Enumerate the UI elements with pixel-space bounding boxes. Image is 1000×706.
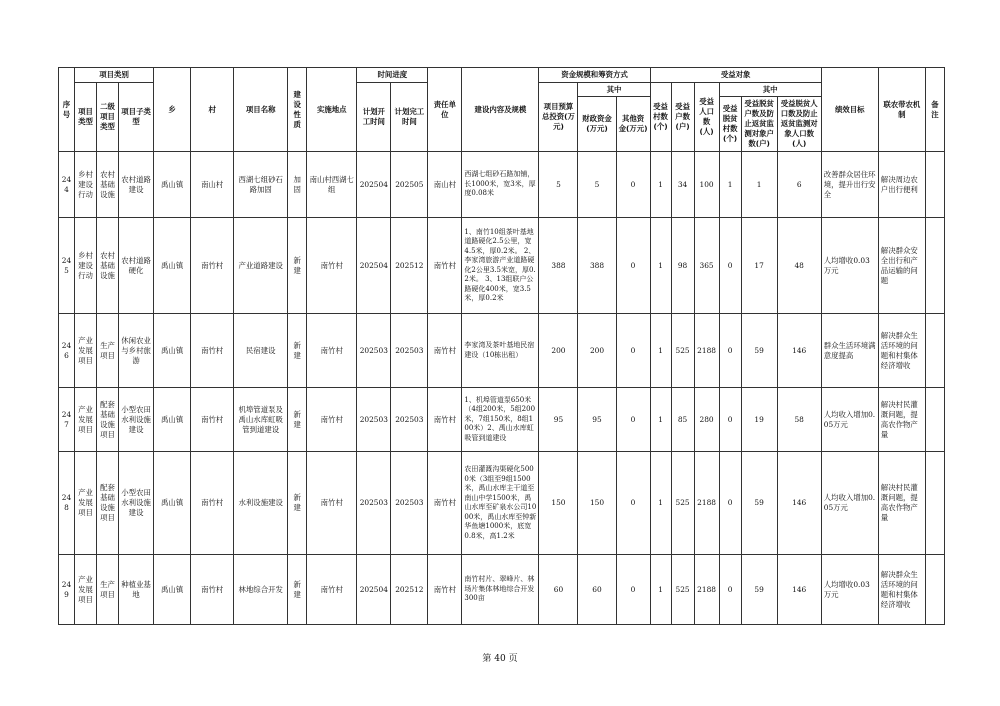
cell-households: 34	[671, 152, 694, 218]
cell-households: 98	[671, 218, 694, 314]
cell-sub-type: 小型农田水利设施建设	[119, 452, 154, 555]
header-unit: 责任单位	[428, 68, 462, 152]
cell-poor-villages: 0	[719, 218, 741, 314]
header-population: 受益人口数(人)	[694, 83, 719, 152]
cell-population: 365	[694, 218, 719, 314]
cell-end: 202505	[391, 152, 428, 218]
header-seq: 序号	[59, 68, 75, 152]
cell-population: 2188	[694, 314, 719, 388]
cell-villages: 1	[650, 452, 671, 555]
page-number: 第 40 页	[482, 654, 518, 664]
cell-other: 0	[616, 388, 650, 452]
cell-seq: 247	[59, 388, 75, 452]
cell-sub-type: 小型农田水利设施建设	[119, 388, 154, 452]
cell-mechanism: 解决村民灌溉问题，提高农作物产量	[878, 452, 925, 555]
cell-other: 0	[616, 152, 650, 218]
cell-budget: 200	[539, 314, 578, 388]
header-town: 乡	[154, 68, 191, 152]
cell-other: 0	[616, 314, 650, 388]
cell-start: 202503	[357, 388, 391, 452]
cell-town: 禹山镇	[154, 555, 191, 625]
cell-unit: 南竹村	[428, 218, 462, 314]
cell-other: 0	[616, 218, 650, 314]
cell-start: 202503	[357, 314, 391, 388]
cell-sub-type: 农村道路硬化	[119, 218, 154, 314]
cell-end: 202503	[391, 388, 428, 452]
header-fund-group: 资金规模和筹资方式	[539, 68, 650, 83]
cell-location: 南竹村	[307, 555, 357, 625]
cell-end: 202503	[391, 452, 428, 555]
header-content: 建设内容及规模	[462, 68, 539, 152]
cell-poor-population: 58	[777, 388, 821, 452]
cell-seq: 245	[59, 218, 75, 314]
cell-seq: 249	[59, 555, 75, 625]
cell-unit: 南竹村	[428, 452, 462, 555]
cell-project-type: 产业发展项目	[75, 452, 97, 555]
cell-end: 202512	[391, 555, 428, 625]
header-households: 受益户数(户)	[671, 83, 694, 152]
header-sub-type: 项目子类型	[119, 83, 154, 152]
header-benefit-group: 受益对象	[650, 68, 821, 83]
cell-poor-households: 1	[741, 152, 777, 218]
cell-content: 李家湾及茶叶基地民宿建设（10栋出租）	[462, 314, 539, 388]
cell-seq: 248	[59, 452, 75, 555]
header-location: 实施地点	[307, 68, 357, 152]
table-row	[59, 452, 945, 555]
cell-households: 525	[671, 314, 694, 388]
cell-poor-villages: 0	[719, 555, 741, 625]
cell-end: 202503	[391, 314, 428, 388]
cell-remark	[925, 152, 944, 218]
cell-name: 民宿建设	[234, 314, 288, 388]
cell-nature: 新建	[288, 555, 307, 625]
cell-population: 2188	[694, 452, 719, 555]
table-row	[59, 555, 945, 625]
cell-poor-households: 17	[741, 218, 777, 314]
cell-name: 水利设施建设	[234, 452, 288, 555]
header-fiscal: 财政资金(万元)	[578, 97, 616, 152]
header-village: 村	[191, 68, 234, 152]
cell-budget: 60	[539, 555, 578, 625]
cell-other: 0	[616, 452, 650, 555]
cell-town: 禹山镇	[154, 388, 191, 452]
cell-sub-type: 种植业基地	[119, 555, 154, 625]
header-category-group: 项目类别	[75, 68, 154, 83]
cell-content: 1、南竹10组茶叶基地道路硬化2.5公里，宽4.5米，厚0.2米。 2、李家湾旅游产业道路硬化2公里3.5米宽，厚0.2米。 3、13组联户公路硬化400米，宽3.5米，厚0.2米	[462, 218, 539, 314]
cell-goal: 人均收入增加0.05万元	[821, 388, 878, 452]
cell-project-type: 乡村建设行动	[75, 218, 97, 314]
cell-nature: 新建	[288, 388, 307, 452]
cell-poor-villages: 0	[719, 388, 741, 452]
cell-seq: 246	[59, 314, 75, 388]
cell-town: 禹山镇	[154, 218, 191, 314]
cell-village: 南竹村	[191, 388, 234, 452]
cell-location: 南竹村	[307, 452, 357, 555]
cell-unit: 南竹村	[428, 314, 462, 388]
cell-unit: 南竹村	[428, 388, 462, 452]
header-project-type: 项目类型	[75, 83, 97, 152]
cell-poor-villages: 1	[719, 152, 741, 218]
cell-project-type: 产业发展项目	[75, 388, 97, 452]
cell-goal: 人均增收0.03万元	[821, 555, 878, 625]
cell-second-type: 生产项目	[97, 555, 119, 625]
table-row	[59, 218, 945, 314]
cell-start: 202504	[357, 152, 391, 218]
header-remark: 备注	[925, 68, 944, 152]
cell-project-type: 产业发展项目	[75, 555, 97, 625]
cell-start: 202503	[357, 452, 391, 555]
cell-remark	[925, 218, 944, 314]
cell-other: 0	[616, 555, 650, 625]
cell-nature: 新建	[288, 218, 307, 314]
cell-fiscal: 5	[578, 152, 616, 218]
header-mechanism: 联农带农机制	[878, 68, 925, 152]
cell-households: 525	[671, 555, 694, 625]
cell-poor-households: 59	[741, 314, 777, 388]
cell-remark	[925, 388, 944, 452]
cell-mechanism: 解决群众生活环境的问题和村集体经济增收	[878, 555, 925, 625]
cell-name: 产业道路建设	[234, 218, 288, 314]
cell-poor-villages: 0	[719, 452, 741, 555]
header-poor-population: 受益脱贫人口数及防止返贫监测对象人口数(人)	[777, 97, 821, 152]
cell-poor-population: 146	[777, 555, 821, 625]
cell-villages: 1	[650, 152, 671, 218]
cell-second-type: 配套基础设施项目	[97, 452, 119, 555]
cell-end: 202512	[391, 218, 428, 314]
cell-fiscal: 95	[578, 388, 616, 452]
cell-population: 280	[694, 388, 719, 452]
cell-mechanism: 解决群众生活环境的问题和村集体经济增收	[878, 314, 925, 388]
cell-content: 南竹村片、翠峰片、林场片集体林地综合开发300亩	[462, 555, 539, 625]
cell-name: 林地综合开发	[234, 555, 288, 625]
cell-project-type: 乡村建设行动	[75, 152, 97, 218]
cell-villages: 1	[650, 555, 671, 625]
cell-sub-type: 休闲农业与乡村旅游	[119, 314, 154, 388]
cell-second-type: 农村基础设施	[97, 152, 119, 218]
cell-seq: 244	[59, 152, 75, 218]
cell-population: 100	[694, 152, 719, 218]
cell-mechanism: 解决群众安全出行和产品运输的问题	[878, 218, 925, 314]
cell-unit: 南竹村	[428, 555, 462, 625]
table-row	[59, 314, 945, 388]
cell-goal: 人均收入增加0.05万元	[821, 452, 878, 555]
cell-second-type: 配套基础设施项目	[97, 388, 119, 452]
cell-poor-households: 59	[741, 452, 777, 555]
cell-poor-population: 146	[777, 314, 821, 388]
cell-remark	[925, 314, 944, 388]
cell-start: 202504	[357, 218, 391, 314]
cell-sub-type: 农村道路建设	[119, 152, 154, 218]
header-second-type: 二级项目类型	[97, 83, 119, 152]
cell-nature: 新建	[288, 452, 307, 555]
cell-fiscal: 388	[578, 218, 616, 314]
cell-content: 西湖七组砂石路加铺，长1000米，宽3米，厚度0.08米	[462, 152, 539, 218]
cell-poor-population: 146	[777, 452, 821, 555]
table-row	[59, 152, 945, 218]
cell-unit: 南山村	[428, 152, 462, 218]
cell-nature: 加固	[288, 152, 307, 218]
cell-poor-villages: 0	[719, 314, 741, 388]
cell-name: 机埠管道泵及禹山水库虹吸管到道建设	[234, 388, 288, 452]
cell-village: 南竹村	[191, 555, 234, 625]
cell-villages: 1	[650, 218, 671, 314]
header-start: 计划开工时间	[357, 83, 391, 152]
cell-start: 202504	[357, 555, 391, 625]
header-poor-households: 受益脱贫户数及防止返贫监测对象户数(户)	[741, 97, 777, 152]
cell-budget: 388	[539, 218, 578, 314]
cell-second-type: 农村基础设施	[97, 218, 119, 314]
cell-location: 南竹村	[307, 218, 357, 314]
cell-goal: 人均增收0.03万元	[821, 218, 878, 314]
cell-poor-population: 6	[777, 152, 821, 218]
cell-project-type: 产业发展项目	[75, 314, 97, 388]
cell-village: 南竹村	[191, 452, 234, 555]
header-end: 计划完工时间	[391, 83, 428, 152]
cell-location: 南山村西湖七组	[307, 152, 357, 218]
header-time-group: 时间进度	[357, 68, 428, 83]
cell-nature: 新建	[288, 314, 307, 388]
cell-budget: 5	[539, 152, 578, 218]
header-benefit-sub: 其中	[719, 83, 821, 97]
cell-budget: 150	[539, 452, 578, 555]
header-budget: 项目预算总投资(万元)	[539, 83, 578, 152]
cell-households: 525	[671, 452, 694, 555]
header-name: 项目名称	[234, 68, 288, 152]
header-goal: 绩效目标	[821, 68, 878, 152]
cell-poor-households: 59	[741, 555, 777, 625]
cell-location: 南竹村	[307, 314, 357, 388]
header-other: 其他资金(万元)	[616, 97, 650, 152]
header-villages: 受益村数(个)	[650, 83, 671, 152]
header-nature: 建设性质	[288, 68, 307, 152]
cell-villages: 1	[650, 314, 671, 388]
cell-goal: 群众生活环境满意度提高	[821, 314, 878, 388]
cell-village: 南竹村	[191, 314, 234, 388]
cell-mechanism: 解决村民灌溉问题，提高农作物产量	[878, 388, 925, 452]
header-poor-villages: 受益脱贫村数(个)	[719, 97, 741, 152]
cell-budget: 95	[539, 388, 578, 452]
cell-town: 禹山镇	[154, 152, 191, 218]
cell-location: 南竹村	[307, 388, 357, 452]
cell-content: 农田灌溉沟渠硬化5000米（3组至9组1500米，禹山水库主干道至南山中学1500米，禹山水库至矿泉水公司1000米，禹山水库至钟新华鱼塘1000米，底宽0.8米，高1.2米	[462, 452, 539, 555]
project-table	[58, 67, 945, 625]
header-fund-sub: 其中	[578, 83, 650, 97]
cell-fiscal: 60	[578, 555, 616, 625]
cell-mechanism: 解决周边农户出行便利	[878, 152, 925, 218]
cell-village: 南竹村	[191, 218, 234, 314]
cell-poor-households: 19	[741, 388, 777, 452]
cell-town: 禹山镇	[154, 452, 191, 555]
cell-remark	[925, 555, 944, 625]
cell-households: 85	[671, 388, 694, 452]
cell-poor-population: 48	[777, 218, 821, 314]
cell-content: 1、机埠管道泵650米（4组200米，5组200米，7组150米，8组100米）2、禹山水库虹吸管到道建设	[462, 388, 539, 452]
cell-remark	[925, 452, 944, 555]
cell-village: 南山村	[191, 152, 234, 218]
cell-population: 2188	[694, 555, 719, 625]
cell-villages: 1	[650, 388, 671, 452]
cell-goal: 改善群众居住环境，提升出行安全	[821, 152, 878, 218]
cell-town: 禹山镇	[154, 314, 191, 388]
cell-fiscal: 200	[578, 314, 616, 388]
cell-name: 西湖七组砂石路加固	[234, 152, 288, 218]
cell-fiscal: 150	[578, 452, 616, 555]
cell-second-type: 生产项目	[97, 314, 119, 388]
table-row	[59, 388, 945, 452]
